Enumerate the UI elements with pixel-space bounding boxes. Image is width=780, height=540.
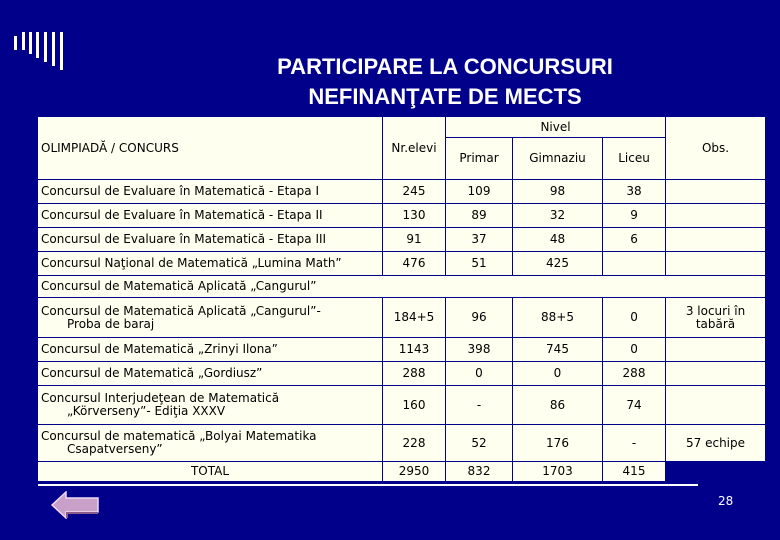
contest-name [38, 386, 383, 425]
liceu: 9 [603, 204, 666, 228]
contest-name: Concursul de Matematică Aplicată „Cangurul” [38, 276, 766, 298]
table-row [38, 276, 766, 298]
primar: 89 [446, 204, 513, 228]
gimnaziu: 86 [513, 386, 603, 425]
nr-elevi: 288 [383, 362, 446, 386]
primar: 0 [446, 362, 513, 386]
nr-elevi: 228 [383, 425, 446, 462]
contest-name: Concursul Naţional de Matematică „Lumina Math” [38, 252, 383, 276]
primar: 398 [446, 338, 513, 362]
liceu: 288 [603, 362, 666, 386]
back-button[interactable] [50, 491, 100, 519]
title-line-2: NEFINANŢATE DE MECTS [308, 84, 582, 109]
contest-name [38, 425, 383, 462]
contest-table [37, 116, 766, 482]
nr-elevi: 1143 [383, 338, 446, 362]
contest-name [38, 298, 383, 338]
table-row [38, 180, 766, 204]
nr-elevi: 476 [383, 252, 446, 276]
primar: 52 [446, 425, 513, 462]
table-row [38, 252, 766, 276]
table-row [38, 425, 766, 462]
empty-cell [666, 462, 766, 482]
obs [666, 362, 766, 386]
liceu: - [603, 425, 666, 462]
header-gimnaziu: Gimnaziu [513, 138, 603, 180]
liceu: 74 [603, 386, 666, 425]
table-row [38, 338, 766, 362]
gimnaziu: 98 [513, 180, 603, 204]
nr-elevi: 184+5 [383, 298, 446, 338]
gimnaziu: 176 [513, 425, 603, 462]
header-liceu: Liceu [603, 138, 666, 180]
obs-line-2: tabără [695, 316, 736, 331]
liceu: 38 [603, 180, 666, 204]
contest-name: Concursul de Matematică „Zrinyi Ilona” [38, 338, 383, 362]
gimnaziu: 0 [513, 362, 603, 386]
page-number: 28 [718, 494, 734, 508]
contest-name-line-2: „Körverseny”- Ediţia XXXV [67, 404, 226, 418]
obs [666, 228, 766, 252]
gimnaziu: 88+5 [513, 298, 603, 338]
obs [666, 252, 766, 276]
obs [666, 298, 766, 338]
header-nr-elevi: Nr.elevi [383, 117, 446, 180]
contest-name: Concursul de Evaluare în Matematică - Etapa II [38, 204, 383, 228]
title-line-1: PARTICIPARE LA CONCURSURI [277, 54, 613, 79]
table-row [38, 228, 766, 252]
primar: 51 [446, 252, 513, 276]
total-nr-elevi: 2950 [383, 462, 446, 482]
left-arrow-icon [50, 491, 100, 519]
header-primar: Primar [446, 138, 513, 180]
total-label: TOTAL [38, 462, 383, 482]
contest-name: Concursul de Matematică „Gordiusz” [38, 362, 383, 386]
contest-name-line-2: Proba de baraj [67, 316, 155, 331]
obs [666, 180, 766, 204]
obs [666, 338, 766, 362]
contest-name: Concursul de Evaluare în Matematică - Etapa III [38, 228, 383, 252]
liceu [603, 252, 666, 276]
primar: - [446, 386, 513, 425]
total-liceu: 415 [603, 462, 666, 482]
nr-elevi: 130 [383, 204, 446, 228]
nr-elevi: 160 [383, 386, 446, 425]
nr-elevi: 91 [383, 228, 446, 252]
gimnaziu: 425 [513, 252, 603, 276]
primar: 109 [446, 180, 513, 204]
gimnaziu: 745 [513, 338, 603, 362]
header-nivel: Nivel [446, 117, 666, 138]
contest-name-line-1: Concursul Interjudeţean de Matematică [41, 391, 280, 405]
liceu: 0 [603, 338, 666, 362]
total-primar: 832 [446, 462, 513, 482]
obs [666, 204, 766, 228]
header-olimpiada: OLIMPIADĂ / CONCURS [38, 117, 383, 180]
contest-name: Concursul de Evaluare în Matematică - Etapa I [38, 180, 383, 204]
gimnaziu: 48 [513, 228, 603, 252]
liceu: 0 [603, 298, 666, 338]
total-row [38, 462, 766, 482]
liceu: 6 [603, 228, 666, 252]
gimnaziu: 32 [513, 204, 603, 228]
table-row [38, 362, 766, 386]
divider-line [38, 484, 698, 486]
obs-line-1: 3 locuri în [685, 303, 746, 318]
nr-elevi: 245 [383, 180, 446, 204]
contest-name-line-2: Csapatverseny” [67, 442, 163, 456]
obs [666, 386, 766, 425]
primar: 96 [446, 298, 513, 338]
table-row [38, 298, 766, 338]
obs: 57 echipe [666, 425, 766, 462]
table-row [38, 386, 766, 425]
slide-title [180, 52, 710, 112]
header-obs: Obs. [666, 117, 766, 180]
primar: 37 [446, 228, 513, 252]
contest-name-line-1: Concursul de matematică „Bolyai Matematika [41, 429, 317, 443]
total-gimnaziu: 1703 [513, 462, 603, 482]
table-row [38, 204, 766, 228]
contest-name-line-1: Concursul de Matematică Aplicată „Cangurul”- [41, 303, 321, 318]
